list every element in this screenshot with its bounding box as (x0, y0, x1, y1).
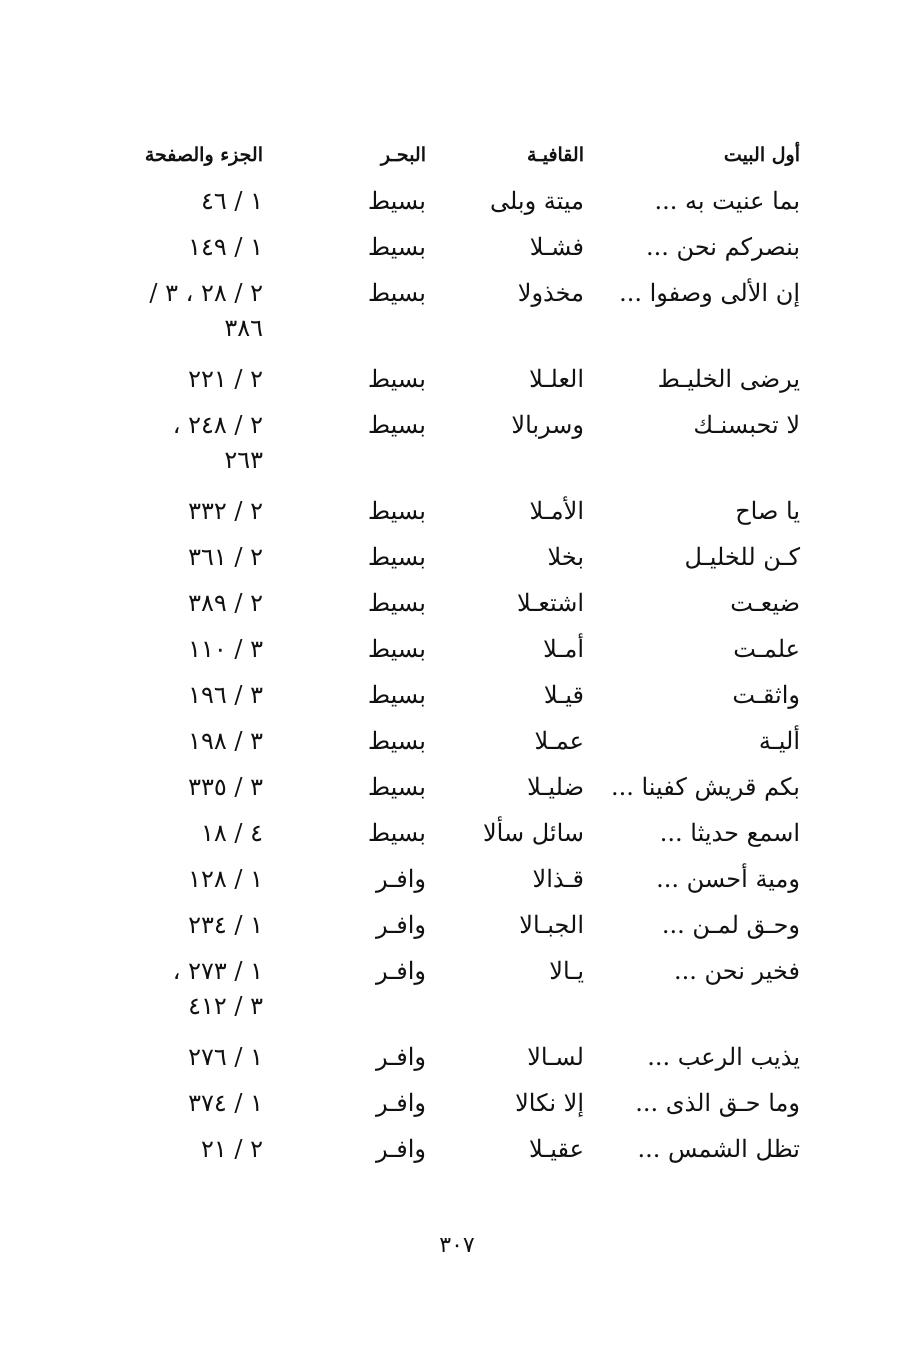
rhyme-cell: العلـلا (529, 365, 584, 393)
volume-page-line: ١ / ٢٧٣ ، (172, 957, 263, 985)
first-words-cell: اسمع حديثا ... (659, 819, 800, 847)
volume-page-cell (188, 542, 263, 572)
volume-page-cell (201, 1134, 263, 1164)
meter-cell: بسيط (367, 233, 426, 261)
meter-cell: وافـر (375, 1089, 426, 1117)
rhyme-cell: لسـالا (527, 1043, 584, 1071)
volume-page-cell (188, 772, 263, 802)
meter-cell: وافـر (375, 865, 426, 893)
volume-page-cell (188, 634, 263, 664)
volume-page-line: ١ / ١٤٩ (188, 233, 263, 261)
volume-page-cell (201, 186, 263, 216)
volume-page-cell (173, 410, 263, 480)
rhyme-cell: قيـلا (543, 681, 584, 709)
header-volume-page: الجزء والصفحة (144, 144, 263, 166)
rhyme-cell: إلا نكالا (515, 1089, 584, 1117)
first-words-cell: فخير نحن ... (673, 957, 800, 985)
first-words-cell: وما حـق الذى ... (635, 1089, 800, 1117)
first-words-cell: ومية أحسن ... (656, 865, 800, 893)
rhyme-cell: الأمـلا (529, 497, 584, 525)
first-words-cell: كـن للخليـل (684, 543, 800, 571)
first-words-cell: بما عنيت به ... (654, 187, 800, 215)
volume-page-line: ٢ / ٣٦١ (188, 543, 263, 571)
rhyme-cell: مخذولا (517, 279, 584, 307)
volume-page-line: ٣ / ١١٠ (188, 635, 263, 663)
volume-page-cell (188, 1042, 263, 1072)
volume-page-cell (173, 956, 263, 1026)
first-words-cell: يذيب الرعب ... (647, 1043, 800, 1071)
volume-page-line: ٢ / ٢١ (200, 1135, 263, 1163)
meter-cell: بسيط (367, 411, 426, 439)
volume-page-line: ٢ / ٣٣٢ (188, 497, 263, 525)
rhyme-cell: ميتة وبلى (489, 187, 584, 215)
rhyme-cell: فشـلا (529, 233, 584, 261)
volume-page-cell (188, 232, 263, 262)
volume-page-line: ١ / ٤٦ (200, 187, 263, 215)
first-words-cell: أليـة (758, 727, 800, 755)
meter-cell: بسيط (367, 773, 426, 801)
rhyme-cell: قـذالا (532, 865, 584, 893)
meter-cell: بسيط (367, 497, 426, 525)
volume-page-line: ٣ / ٣٣٥ (188, 773, 263, 801)
first-words-cell: بكم قريش كفينا ... (610, 773, 800, 801)
first-words-cell: يا صاح (735, 497, 800, 525)
rhyme-cell: سائل سألا (482, 819, 584, 847)
meter-cell: وافـر (375, 1135, 426, 1163)
rhyme-cell: عمـلا (534, 727, 584, 755)
rhyme-cell: اشتعـلا (517, 589, 584, 617)
meter-cell: بسيط (367, 681, 426, 709)
meter-cell: بسيط (367, 635, 426, 663)
first-words-cell: واثقـت (732, 681, 800, 709)
volume-page-line: ١ / ٣٧٤ (188, 1089, 263, 1117)
first-words-cell: ضيعـت (730, 589, 800, 617)
first-words-cell: بنصركم نحن ... (646, 233, 800, 261)
meter-cell: بسيط (367, 819, 426, 847)
first-words-cell: لا تحبسنـك (693, 411, 800, 439)
header-rhyme: القافيـة (526, 144, 584, 166)
rhyme-cell: يـالا (549, 957, 584, 985)
meter-cell: وافـر (375, 911, 426, 939)
meter-cell: بسيط (367, 727, 426, 755)
volume-page-line: ٢ / ٢٨ ، ٣ / (149, 279, 263, 307)
volume-page-line: ١ / ٢٧٦ (188, 1043, 263, 1071)
header-first-words: أول البيت (723, 144, 800, 166)
volume-page-cell (188, 364, 263, 394)
volume-page-cell (188, 496, 263, 526)
meter-cell: بسيط (367, 365, 426, 393)
volume-page-line: ٢ / ٢٢١ (188, 365, 263, 393)
meter-cell: بسيط (367, 279, 426, 307)
volume-page-cell (188, 910, 263, 940)
volume-page-cell (188, 680, 263, 710)
meter-cell: وافـر (375, 1043, 426, 1071)
volume-page-line: ٢٦٣ (224, 446, 263, 474)
volume-page-cell (188, 864, 263, 894)
volume-page-cell (188, 726, 263, 756)
rhyme-cell: وسربالا (511, 411, 584, 439)
meter-cell: بسيط (367, 543, 426, 571)
volume-page-line: ٣ / ١٩٨ (188, 727, 263, 755)
rhyme-cell: أمـلا (543, 635, 584, 663)
volume-page-line: ٢ / ٣٨٩ (188, 589, 263, 617)
meter-cell: وافـر (375, 957, 426, 985)
volume-page-line: ١ / ٢٣٤ (188, 911, 263, 939)
rhyme-cell: ضليـلا (527, 773, 584, 801)
volume-page-cell (149, 278, 263, 348)
volume-page-cell (188, 1088, 263, 1118)
meter-cell: بسيط (367, 589, 426, 617)
volume-page-cell (201, 818, 263, 848)
rhyme-cell: عقيـلا (528, 1135, 584, 1163)
first-words-cell: علمـت (733, 635, 800, 663)
volume-page-cell (188, 588, 263, 618)
header-meter: البحـر (380, 144, 426, 166)
volume-page-line: ٣ / ١٩٦ (188, 681, 263, 709)
volume-page-line: ١ / ١٢٨ (188, 865, 263, 893)
first-words-cell: وحـق لمـن ... (661, 911, 800, 939)
first-words-cell: تظل الشمس ... (637, 1135, 800, 1163)
rhyme-cell: بخلا (547, 543, 584, 571)
meter-cell: بسيط (367, 187, 426, 215)
page-number: ٣٠٧ (439, 1233, 475, 1258)
first-words-cell: إن الألى وصفوا ... (619, 279, 800, 307)
volume-page-line: ٣٨٦ (224, 314, 263, 342)
volume-page-line: ٤ / ١٨ (200, 819, 263, 847)
volume-page-line: ٢ / ٢٤٨ ، (172, 411, 263, 439)
first-words-cell: يرضى الخليـط (657, 365, 800, 393)
volume-page-line: ٣ / ٤١٢ (188, 992, 263, 1020)
rhyme-cell: الجبـالا (519, 911, 584, 939)
